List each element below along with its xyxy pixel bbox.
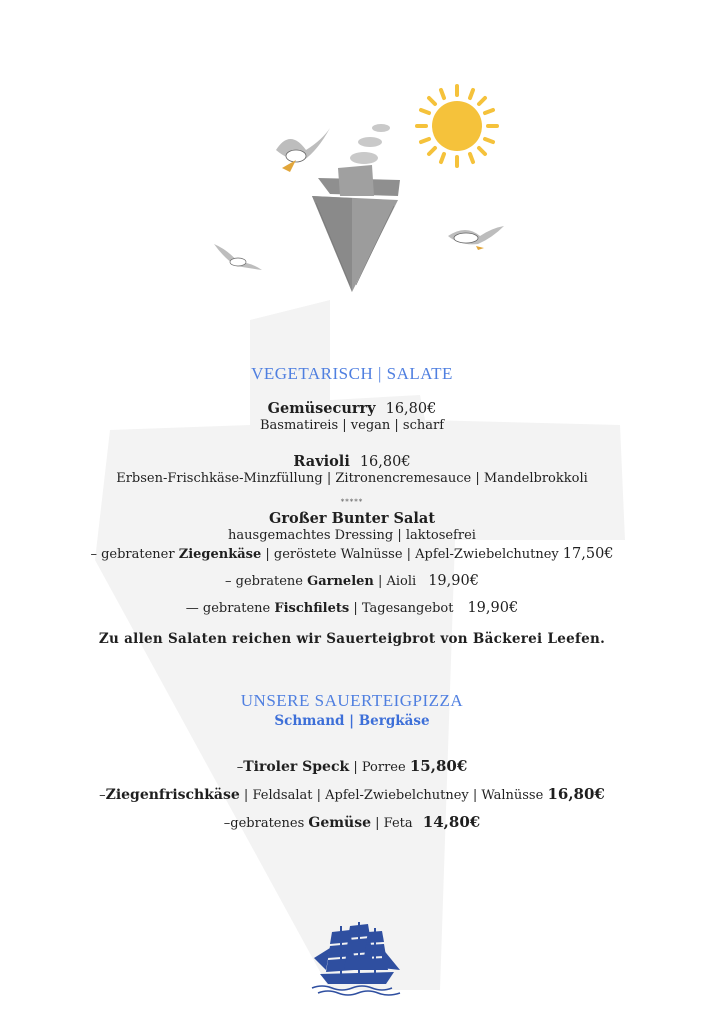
dish-price: 16,80€ bbox=[385, 401, 437, 417]
smoke-icon bbox=[350, 124, 390, 164]
dish-price: 16,80€ bbox=[359, 454, 411, 470]
addon-price: 19,90€ bbox=[467, 600, 519, 616]
dish-description: hausgemachtes Dressing | laktosefrei bbox=[228, 528, 476, 543]
section-subtitle-pizza: Schmand | Bergkäse bbox=[274, 713, 430, 729]
dish-ravioli bbox=[0, 451, 704, 486]
sailing-ship-logo bbox=[310, 918, 402, 996]
pizza-tiroler-speck: –Tiroler Speck | Porree 15,80€ bbox=[236, 757, 468, 775]
dish-bunter-salat bbox=[0, 510, 704, 618]
dish-name: Gemüsecurry bbox=[267, 400, 376, 417]
dish-name: Ravioli bbox=[293, 453, 350, 470]
salad-addon-fischfilets: — gebratene Fischfilets | Tagesangebot 19,90€ bbox=[185, 600, 519, 616]
pizza-price: 15,80€ bbox=[409, 757, 468, 775]
header-illustration bbox=[0, 0, 704, 310]
menu-content bbox=[0, 364, 704, 831]
addon-price: 19,90€ bbox=[428, 573, 479, 589]
salad-addon-garnelen: – gebratene Garnelen | Aioli 19,90€ bbox=[225, 573, 479, 589]
pizza-gemuese: –gebratenes Gemüse | Feta 14,80€ bbox=[223, 813, 481, 831]
separator: ***** bbox=[340, 498, 364, 506]
seagull-icon bbox=[214, 244, 262, 270]
seagull-icon bbox=[448, 226, 504, 250]
section-title-pizza: UNSERE SAUERTEIGPIZZA bbox=[240, 691, 464, 710]
pizza-ziegenfrischkaese: –Ziegenfrischkäse | Feldsalat | Apfel-Zwiebelchutney | Walnüsse 16,80€ bbox=[99, 785, 605, 803]
dish-name: Großer Bunter Salat bbox=[268, 510, 436, 527]
pizza-price: 16,80€ bbox=[547, 785, 605, 803]
bread-note: Zu allen Salaten reichen wir Sauerteigbrot von Bäckerei Leefen. bbox=[98, 631, 606, 647]
section-title-vegetarian: VEGETARISCH | SALATE bbox=[251, 364, 453, 383]
dish-gemuesecurry bbox=[0, 398, 704, 433]
dish-description: Erbsen-Frischkäse-Minzfüllung | Zitronencremesauce | Mandelbrokkoli bbox=[116, 471, 588, 486]
steamship-icon bbox=[312, 165, 400, 292]
pizza-price: 14,80€ bbox=[422, 813, 481, 831]
salad-addon-ziegenkaese: – gebratener Ziegenkäse | geröstete Walnüsse | Apfel-Zwiebelchutney 17,50€ bbox=[90, 546, 614, 562]
dish-description: Basmatireis | vegan | scharf bbox=[259, 418, 445, 433]
addon-price: 17,50€ bbox=[562, 546, 614, 562]
seagull-icon bbox=[276, 128, 330, 172]
sun-icon bbox=[417, 86, 497, 166]
